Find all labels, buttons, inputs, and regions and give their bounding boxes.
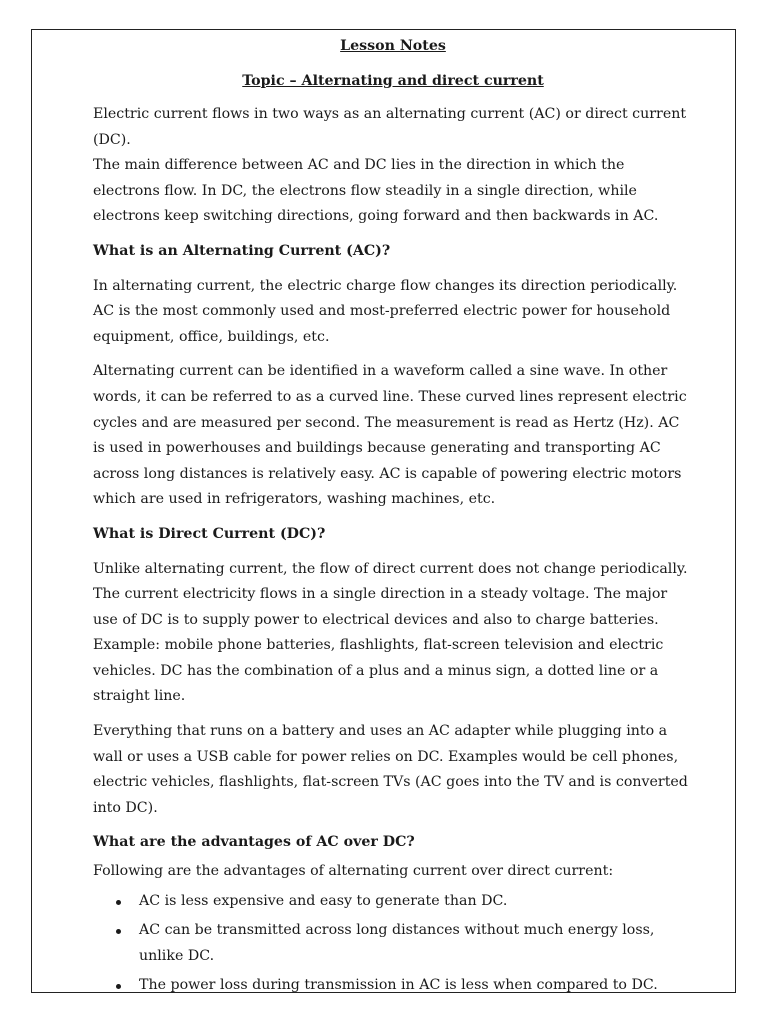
advantages-lead: Following are the advantages of alternating current over direct current:	[93, 863, 614, 880]
list-item	[93, 889, 693, 915]
list-item	[93, 918, 693, 969]
list-item-text: AC can be transmitted across long distances without much energy loss, unlike DC.	[139, 922, 655, 964]
advantages-heading: What are the advantages of AC over DC?	[93, 834, 415, 851]
intro-paragraph: The main difference between AC and DC lies in the direction in which the electrons flow. In DC, the electrons flow steadily in a single direction, while electrons keep switching directions, going forward and then backwards in AC.	[93, 157, 659, 225]
document-topic: Topic – Alternating and direct current	[242, 73, 544, 89]
ac-paragraph-2: Alternating current can be identified in a waveform called a sine wave. In other words, it can be referred to as a curved line. These curved lines represent electric cycles and are measured per second. The measurement is read as Hertz (Hz). AC is used in powerhouses and buildings because generating and transporting AC across long distances is relatively easy. AC is capable of powering electric motors which are used in refrigerators, washing machines, etc.	[93, 363, 687, 508]
advantages-list	[93, 889, 693, 999]
document-title: Lesson Notes	[340, 38, 446, 54]
bullet-icon	[116, 900, 121, 905]
list-item-text: AC is less expensive and easy to generate than DC.	[139, 892, 508, 909]
dc-heading: What is Direct Current (DC)?	[93, 525, 326, 542]
dc-paragraph-2: Everything that runs on a battery and uses an AC adapter while plugging into a wall or uses a USB cable for power relies on DC. Examples would be cell phones, electric vehicles, flashlights, flat-screen TVs (AC goes into the TV and is converted into DC).	[93, 723, 688, 816]
lesson-notes-document	[93, 36, 693, 1003]
ac-paragraph-1: In alternating current, the electric charge flow changes its direction periodically. AC is the most commonly used and most-preferred electric power for household equipment, office, buildings, etc.	[93, 277, 678, 345]
bullet-icon	[116, 929, 121, 934]
dc-paragraph-1-line-1: Unlike alternating current, the flow of direct current does not change periodically.	[93, 560, 688, 577]
list-item-text: The power loss during transmission in AC is less when compared to DC.	[139, 977, 658, 994]
dc-paragraph-1: The current electricity flows in a single direction in a steady voltage. The major use of DC is to supply power to electrical devices and also to charge batteries. Example: mobile phone batteries, flashlights, flat-screen television and electric vehicles. DC has the combination of a plus and a minus sign, a dotted line or a straight line.	[93, 586, 668, 705]
list-item	[93, 973, 693, 999]
ac-heading: What is an Alternating Current (AC)?	[93, 242, 391, 259]
bullet-icon	[116, 984, 121, 989]
intro-line-1: Electric current flows in two ways as an alternating current (AC) or direct current (DC).	[93, 106, 687, 148]
